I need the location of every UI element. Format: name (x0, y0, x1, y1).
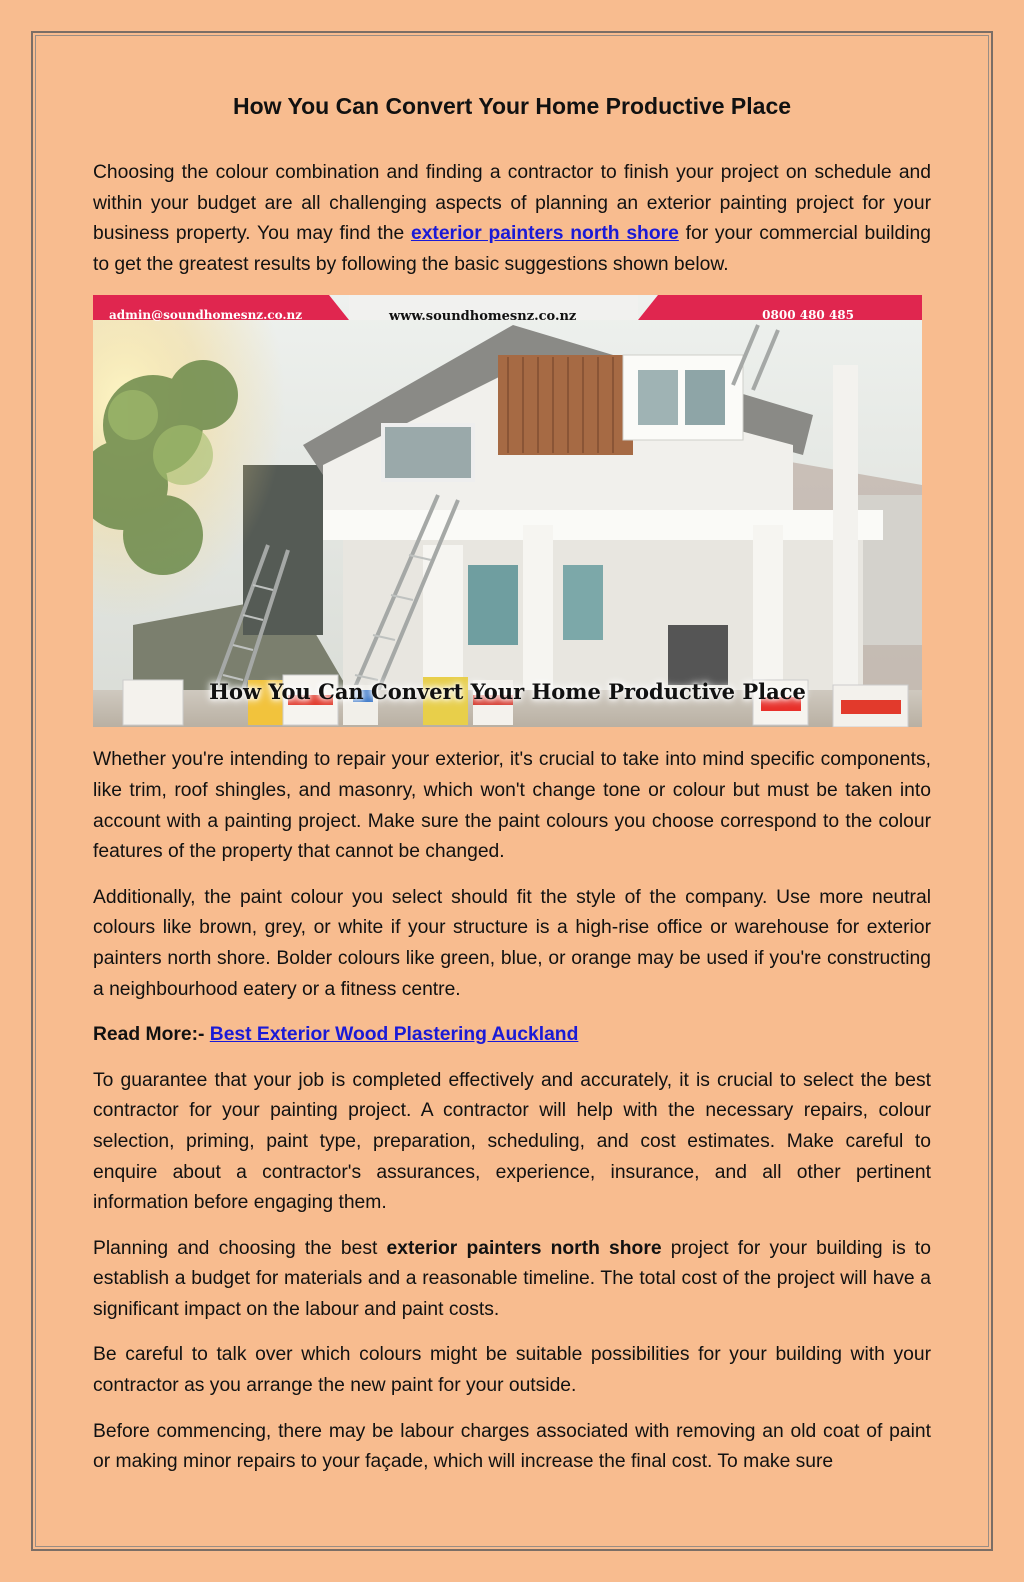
paragraph-6: Before commencing, there may be labour charges associated with removing an old coat of paint or making minor repairs to your façade, which will increase the final cost. To make sure (93, 1420, 931, 1473)
paragraph-2: Additionally, the paint colour you select should fit the style of the company. Use more neutral colours like brown, grey, or white if your structure is a high-rise office or warehouse for exterior painters north shore. Bolder colours like green, blue, or orange may be used if you're constructing a neighbourhood eatery or a fitness centre. (93, 886, 931, 1000)
paragraph-4-end: project for your building is to establish a budget for materials and a reasonable timeline. The total cost of the project will have a significant impact on the labour and paint costs. (93, 1237, 931, 1320)
house-photo (93, 295, 922, 727)
paragraph-3: To guarantee that your job is completed effectively and accurately, it is crucial to select the best contractor for your painting project. A contractor will help with the necessary repairs, colour selection, priming, paint type, preparation, scheduling, and cost estimates. Make careful to enquire about a contractor's assurances, experience, insurance, and all other pertinent information before engaging them. (93, 1069, 931, 1214)
paragraph-4-start: Planning and choosing the best (93, 1237, 387, 1259)
intro-text-end: for your commercial building to get the greatest results by following the basic suggestions shown below. (93, 223, 932, 275)
paragraph-4 (93, 1234, 931, 1326)
banner-phone: 0800 480 485 (762, 308, 854, 323)
intro-paragraph (93, 158, 931, 280)
page-title: How You Can Convert Your Home Productive Place (232, 93, 792, 119)
paragraph-5: Be careful to talk over which colours might be suitable possibilities for your building with your contractor as you arrange the new paint for your outside. (93, 1344, 931, 1397)
paragraph-1: Whether you're intending to repair your exterior, it's crucial to take into mind specific components, like trim, roof shingles, and masonry, which won't change tone or colour but must be taken into account with a painting project. Make sure the paint colours you choose correspond to the colour features of the property that cannot be changed. (93, 749, 931, 863)
paragraph-4-bold: exterior painters north shore (386, 1237, 662, 1259)
intro-text-start: Choosing the colour combination and finding a contractor to finish your project on schedule and within your budget are all challenging aspects of planning an exterior painting project for your business property. You may find the (93, 162, 931, 245)
hero-image (93, 295, 922, 727)
exterior-painters-link[interactable]: exterior painters north shore (410, 223, 679, 245)
read-more (93, 1020, 931, 1051)
read-more-link[interactable]: Best Exterior Wood Plastering Auckland (209, 1024, 579, 1046)
read-more-label: Read More:- (93, 1024, 205, 1046)
article-body (93, 158, 931, 1493)
banner-email: admin@soundhomesnz.co.nz (109, 308, 303, 323)
banner-website: www.soundhomesnz.co.nz (389, 309, 577, 325)
hero-caption: How You Can Convert Your Home Productive Place (209, 679, 806, 705)
